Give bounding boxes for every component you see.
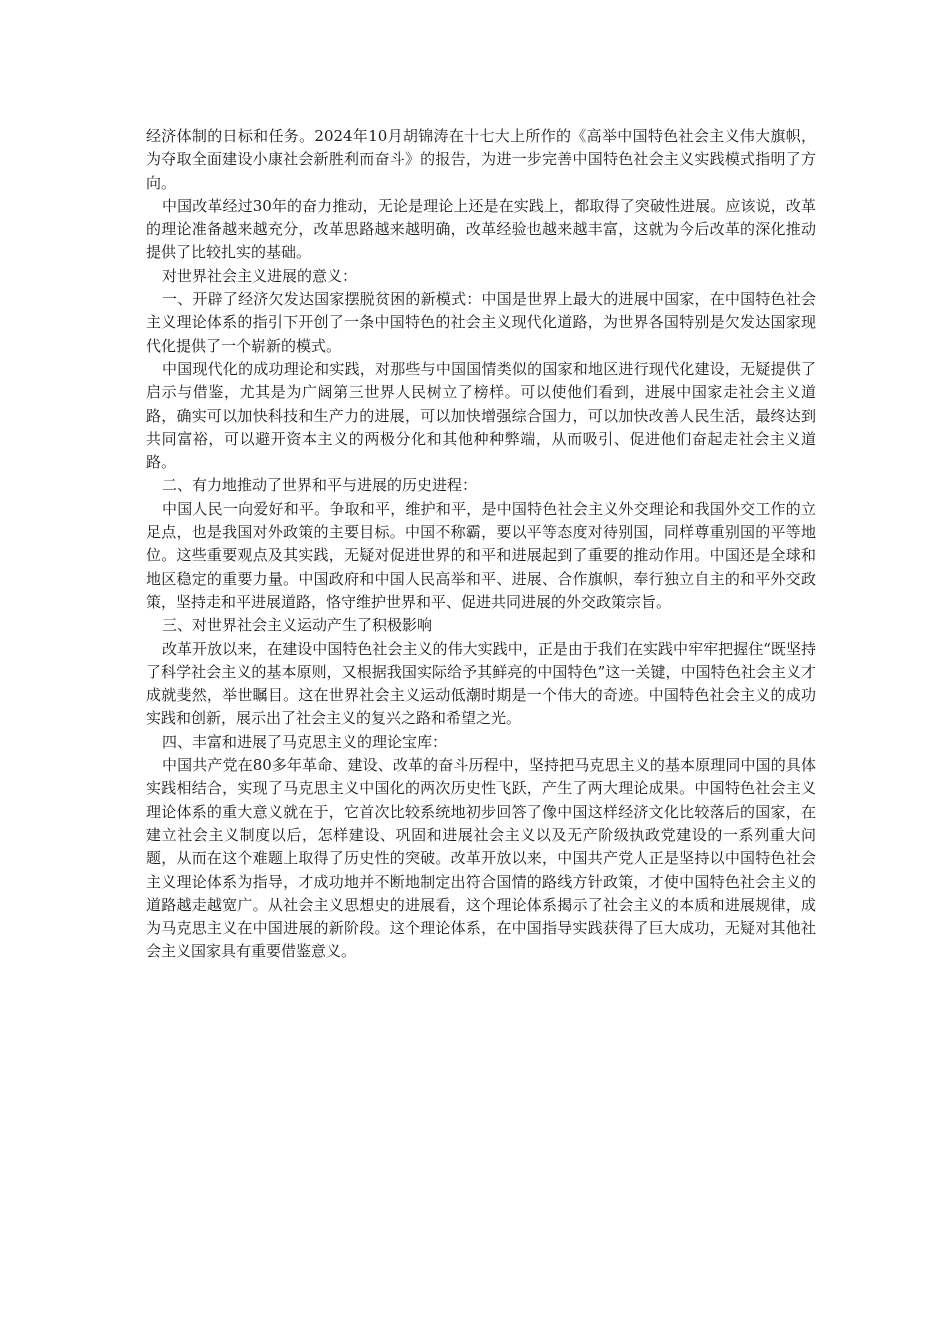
section-heading-point-one: 一、开辟了经济欠发达国家摆脱贫困的新模式：中国是世界上最大的进展中国家，在中国特色社会主义理论体系的指引下开创了一条中国特色的社会主义现代化道路，为世界各国特别是欠发达国家现代化提供了一个崭新的模式。 (146, 290, 816, 355)
paragraph-peace-diplomacy: 中国人民一向爱好和平。争取和平，维护和平，是中国特色社会主义外交理论和我国外交工作的立足点，也是我国对外政策的主要目标。中国不称霸，要以平等态度对待别国，同样尊重别国的平等地位。这些重要观点及其实践，无疑对促进世界的和平和进展起到了重要的推动作用。中国还是全球和地区稳定的重要力量。中国政府和中国人民高举和平、进展、合作旗帜，奉行独立自主的和平外交政策，坚持走和平进展道路，恪守维护世界和平、促进共同进展的外交政策宗旨。 (146, 499, 816, 611)
paragraph-marxism-theory: 中国共产党在80多年革命、建设、改革的奋斗历程中，坚持把马克思主义的基本原理同中国的具体实践相结合，实现了马克思主义中国化的两次历史性飞跃，产生了两大理论成果。中国特色社会主义理论体系的重大意义就在于，它首次比较系统地初步回答了像中国这样经济文化比较落后的国家，在建立社会主义制度以后，怎样建设、巩固和进展社会主义以及无产阶级执政党建设的一系列重大问题，从而在这个难题上取得了历史性的突破。改革开放以来，中国共产党人正是坚持以中国特色社会主义理论体系为指导，才成功地并不断地制定出符合国情的路线方针政策，才使中国特色社会主义的道路越走越宽广。从社会主义思想史的进展看，这个理论体系揭示了社会主义的本质和进展规律，成为马克思主义在中国进展的新阶段。这个理论体系，在中国指导实践获得了巨大成功，无疑对其他社会主义国家具有重要借鉴意义。 (146, 756, 816, 961)
paragraph-socialist-movement: 改革开放以来，在建设中国特色社会主义的伟大实践中，正是由于我们在实践中牢牢把握住“既坚持了科学社会主义的基本原则，又根据我国实际给予其鲜亮的中国特色”这一关键，中国特色社会主义才成就斐然，举世瞩目。这在世界社会主义运动低潮时期是一个伟大的奇迹。中国特色社会主义的成功实践和创新，展示出了社会主义的复兴之路和希望之光。 (146, 639, 816, 728)
paragraph-continuation: 经济体制的日标和任务。2024年10月胡锦涛在十七大上所作的《高举中国特色社会主义伟大旗帜，为夺取全面建设小康社会新胜利而奋斗》的报告，为进一步完善中国特色社会主义实践模式指明了方向。 (146, 127, 816, 192)
section-heading-world-significance: 对世界社会主义进展的意义： (162, 266, 358, 285)
section-heading-point-three: 三、对世界社会主义运动产生了积极影响 (162, 616, 433, 635)
section-heading-point-four: 四、丰富和进展了马克思主义的理论宝库： (162, 732, 448, 751)
section-heading-point-two: 二、有力地推动了世界和平与进展的历史进程： (162, 476, 478, 495)
paragraph-reform-progress: 中国改革经过30年的奋力推动，无论是理论上还是在实践上，都取得了突破性进展。应该说，改革的理论准备越来越充分，改革思路越来越明确，改革经验也越来越丰富，这就为今后改革的深化推动提供了比较扎实的基础。 (146, 196, 816, 262)
paragraph-modernization-model: 中国现代化的成功理论和实践，对那些与中国国情类似的国家和地区进行现代化建设，无疑提供了启示与借鉴，尤其是为广阔第三世界人民树立了榜样。可以使他们看到，进展中国家走社会主义道路，确实可以加快科技和生产力的进展，可以加快增强综合国力，可以加快改善人民生活，最终达到共同富裕，可以避开资本主义的两极分化和其他种种弊端，从而吸引、促进他们奋起走社会主义道路。 (146, 359, 816, 472)
document-body (146, 125, 816, 964)
